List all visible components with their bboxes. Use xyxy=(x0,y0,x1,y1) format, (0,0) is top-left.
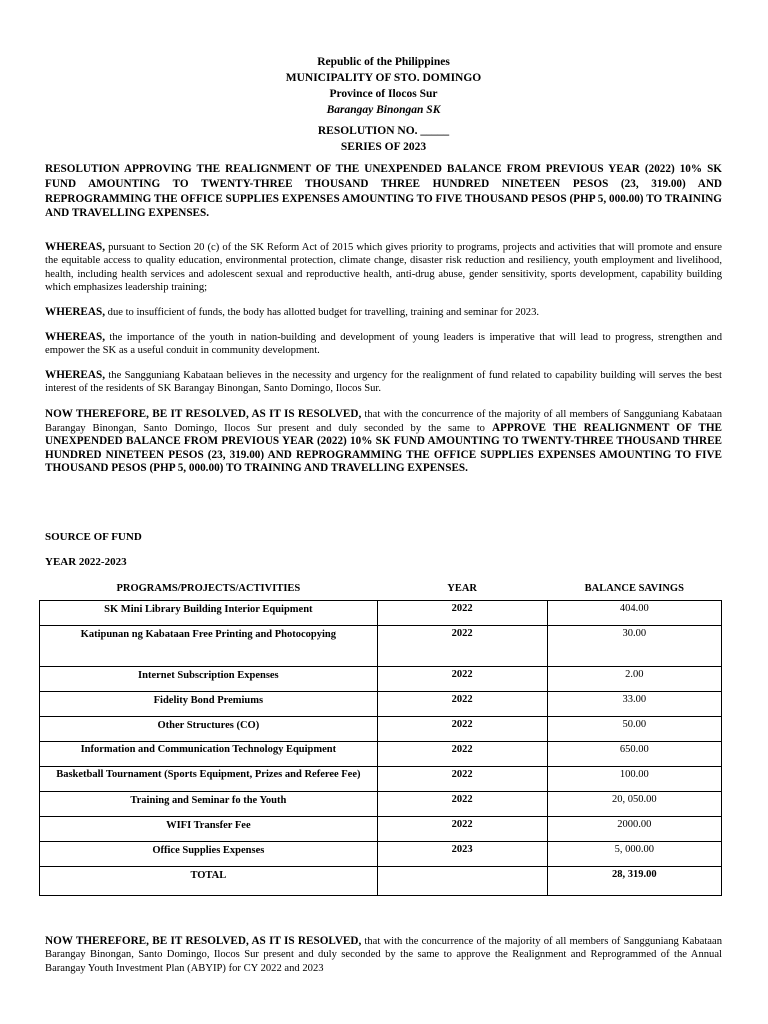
amount-cell: 2.00 xyxy=(547,667,721,692)
whereas-lead: WHEREAS, xyxy=(45,331,105,343)
column-header-programs: PROGRAMS/PROJECTS/ACTIVITIES xyxy=(116,583,301,594)
amount-cell: 33.00 xyxy=(547,692,721,717)
year-cell: 2022 xyxy=(377,667,547,692)
whereas-lead: WHEREAS, xyxy=(45,369,105,381)
resolved-clause-2 xyxy=(45,935,722,975)
total-value: 28, 319.00 xyxy=(547,867,721,896)
year-cell: 2022 xyxy=(377,742,547,767)
whereas-clause-1 xyxy=(45,241,722,294)
program-cell: Training and Seminar fo the Youth xyxy=(40,792,378,817)
whereas-text: due to insufficient of funds, the body has allotted budget for travelling, training and seminar for 2023. xyxy=(105,307,540,318)
resolution-series: SERIES OF 2023 xyxy=(340,141,427,153)
table-row xyxy=(40,626,722,667)
resolution-heading xyxy=(45,123,722,155)
resolved-text: that with the concurrence of the majority of all members of Sangguniang Kabataan Barangay Binongan, Santo Domingo, Ilocos Sur present and duly seconded by the same to xyxy=(45,409,722,434)
amount-cell: 2000.00 xyxy=(547,817,721,842)
program-cell: Internet Subscription Expenses xyxy=(40,667,378,692)
program-cell: Office Supplies Expenses xyxy=(40,842,378,867)
whereas-lead: WHEREAS, xyxy=(45,306,105,318)
year-cell: 2023 xyxy=(377,842,547,867)
program-cell: Basketball Tournament (Sports Equipment, Prizes and Referee Fee) xyxy=(40,767,378,792)
table-row xyxy=(40,817,722,842)
whereas-clause-2 xyxy=(45,306,722,319)
resolved-text: that with the concurrence of the majority of all members of Sangguniang Kabataan Barangay Binongan, Santo Domingo, Ilocos Sur present and duly seconded by the same to approve the Realignment and Reprogrammed of the Annual Barangay Youth Investment Plan (ABYIP) for CY 2022 and 2023 xyxy=(45,936,722,974)
resolution-title: RESOLUTION APPROVING THE REALIGNMENT OF THE UNEXPENDED BALANCE FROM PREVIOUS YEAR (2022) 10% SK FUND AMOUNTING TO TWENTY-THREE THOUSAND THREE HUNDRED NINETEEN PESOS (23, 319.00) AND REPROGRAMMING THE OFFICE SUPPLIES EXPENSES AMOUNTING TO FIVE THOUSAND PESOS (PHP 5, 000.00) TO TRAINING AND TRAVELLING EXPENSES. xyxy=(45,163,722,220)
amount-cell: 50.00 xyxy=(547,717,721,742)
table-row xyxy=(40,842,722,867)
year-cell: 2022 xyxy=(377,767,547,792)
amount-cell: 404.00 xyxy=(547,601,721,626)
resolution-number: RESOLUTION NO. _____ xyxy=(317,125,450,137)
program-cell: Other Structures (CO) xyxy=(40,717,378,742)
whereas-text: the Sangguniang Kabataan believes in the necessity and urgency for the realignment of fund related to capability building will serves the best interest of the residents of SK Barangay Binongan, Santo Domingo, Ilocos Sur. xyxy=(45,370,722,395)
whereas-clause-4 xyxy=(45,369,722,396)
fund-table xyxy=(39,580,722,896)
program-cell: WIFI Transfer Fee xyxy=(40,817,378,842)
table-row xyxy=(40,742,722,767)
year-cell: 2022 xyxy=(377,626,547,667)
amount-cell: 20, 050.00 xyxy=(547,792,721,817)
barangay-line: Barangay Binongan SK xyxy=(326,104,441,116)
year-cell: 2022 xyxy=(377,792,547,817)
table-row xyxy=(40,792,722,817)
municipality-line: MUNICIPALITY OF STO. DOMINGO xyxy=(285,72,482,84)
republic-line: Republic of the Philippines xyxy=(317,56,450,68)
table-row xyxy=(40,601,722,626)
table-row xyxy=(40,717,722,742)
source-of-fund-label: SOURCE OF FUND xyxy=(45,531,142,543)
year-cell: 2022 xyxy=(377,717,547,742)
year-cell: 2022 xyxy=(377,817,547,842)
program-cell: SK Mini Library Building Interior Equipment xyxy=(40,601,378,626)
year-cell: 2022 xyxy=(377,692,547,717)
amount-cell: 30.00 xyxy=(547,626,721,667)
letterhead xyxy=(45,54,722,118)
table-header-row xyxy=(40,580,722,601)
column-header-balance: BALANCE SAVINGS xyxy=(584,583,684,594)
total-year-cell xyxy=(377,867,547,896)
program-cell: Information and Communication Technology Equipment xyxy=(40,742,378,767)
whereas-clause-3 xyxy=(45,331,722,358)
total-label: TOTAL xyxy=(40,867,378,896)
whereas-lead: WHEREAS, xyxy=(45,241,105,253)
province-line: Province of Ilocos Sur xyxy=(329,88,438,100)
amount-cell: 650.00 xyxy=(547,742,721,767)
program-cell: Fidelity Bond Premiums xyxy=(40,692,378,717)
year-cell: 2022 xyxy=(377,601,547,626)
table-row xyxy=(40,767,722,792)
amount-cell: 5, 000.00 xyxy=(547,842,721,867)
total-row xyxy=(40,867,722,896)
whereas-text: pursuant to Section 20 (c) of the SK Reform Act of 2015 which gives priority to programs, projects and activities that will promote and ensure the equitable access to quality education, environmental protection, climate change, disaster risk reduction and resiliency, youth employment and livelihood, health, including health services and adolescent sexual and reproductive health, anti-drug abuse, gender sensitivity, sports development, capability building which emphasizes leadership training; xyxy=(45,242,722,293)
resolved-lead: NOW THEREFORE, BE IT RESOLVED, AS IT IS RESOLVED, xyxy=(45,408,362,420)
resolved-lead: NOW THEREFORE, BE IT RESOLVED, AS IT IS RESOLVED, xyxy=(45,935,362,947)
table-row xyxy=(40,692,722,717)
resolved-bold-text: APPROVE THE REALIGNMENT OF THE UNEXPENDED BALANCE FROM PREVIOUS YEAR (2022) 10% SK FUND AMOUNTING TO TWENTY-THREE THOUSAND THREE HUNDRED NINETEEN PESOS (23, 319.00) AND REPROGRAMMING THE OFFICE SUPPLIES EXPENSES AMOUNTING TO FIVE THOUSAND PESOS (PHP 5, 000.00) TO TRAINING AND TRAVELLING EXPENSES. xyxy=(45,421,722,475)
whereas-text: the importance of the youth in nation-building and development of young leaders is imperative that will lead to progress, strengthen and empower the SK as a useful conduit in community development. xyxy=(45,332,722,357)
year-range-label: YEAR 2022-2023 xyxy=(45,556,127,568)
table-row xyxy=(40,667,722,692)
column-header-year: YEAR xyxy=(447,583,478,594)
resolved-clause-1 xyxy=(45,408,722,476)
amount-cell: 100.00 xyxy=(547,767,721,792)
program-cell: Katipunan ng Kabataan Free Printing and Photocopying xyxy=(40,626,378,667)
